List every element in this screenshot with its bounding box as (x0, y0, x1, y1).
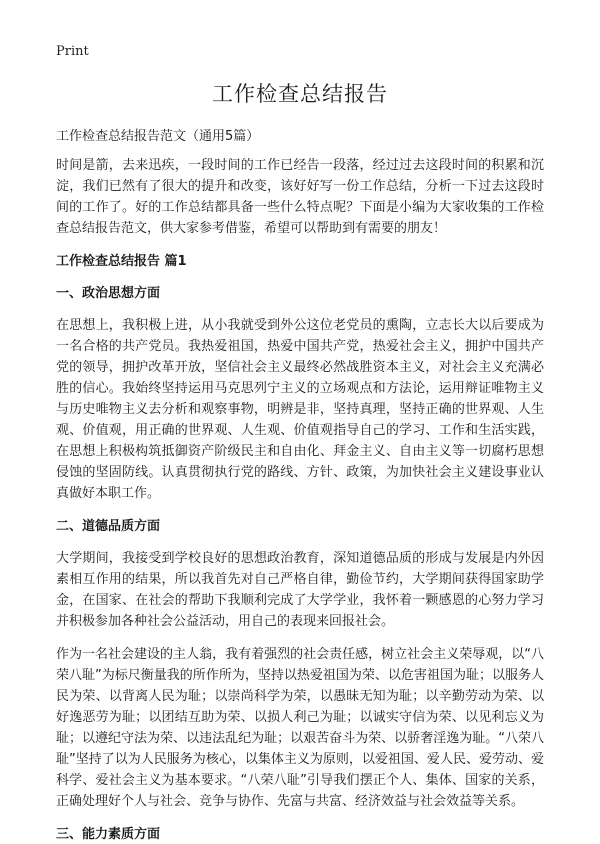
document-subtitle: 工作检查总结报告范文（通用5篇） (56, 129, 260, 144)
print-link[interactable]: Print (56, 44, 89, 59)
intro-paragraph: 时间是箭，去来迅疾，一段时间的工作已经告一段落，经过过去这段时间的积累和沉淀，我们已然有了很大的提升和改变，该好好写一份工作总结，分析一下过去这段时间的工作了。好的工作总结都具备一些什么特点呢？下面是小编为大家收集的工作检查总结报告范文，供大家参考借鉴，希望可以帮助到有需要的朋友！ (56, 158, 544, 236)
section-heading-morality: 二、道德品质方面 (56, 519, 161, 534)
section-paragraph: 在思想上，我积极上进，从小我就受到外公这位老党员的熏陶，立志长大以后要成为一名合格的共产党员。我热爱祖国，热爱中国共产党，热爱社会主义，拥护中国共产党的领导，拥护改革开放，坚信社会主义最终必然战胜资本主义，对社会主义充满必胜的信心。我始终坚持运用马克思列宁主义的立场观点和方法论，运用辩证唯物主义与历史唯物主义去分析和观察事物，明辨是非，坚持真理，坚持正确的世界观、人生观、价值观，用正确的世界观、人生观、价值观指导自己的学习、工作和生活实践，在思想上积极构筑抵御资产阶级民主和自由化、拜金主义、自由主义等一切腐朽思想侵蚀的坚固防线。认真贯彻执行党的路线、方针、政策，为加快社会主义建设事业认真做好本职工作。 (56, 318, 544, 501)
section-paragraph: 大学期间，我接受到学校良好的思想政治教育，深知道德品质的形成与发展是内外因素相互作用的结果，所以我首先对自己严格自律，勤俭节约，大学期间获得国家助学金，在国家、在社会的帮助下我顺利完成了大学学业，我怀着一颗感恩的心努力学习并积极参加各种社会公益活动，用自己的表现来回报社会。 (56, 551, 544, 629)
document-title: 工作检查总结报告 (212, 82, 388, 106)
section-paragraph: 作为一名社会建设的主人翁，我有着强烈的社会责任感，树立社会主义荣辱观，以“八荣八耻”为标尺衡量我的所作所为，坚持以热爱祖国为荣、以危害祖国为耻；以服务人民为荣、以背离人民为耻；以崇尚科学为荣，以愚昧无知为耻；以辛勤劳动为荣、以好逸恶劳为耻；以团结互助为荣、以损人利己为耻；以诚实守信为荣、以见利忘义为耻；以遵纪守法为荣、以违法乱纪为耻；以艰苦奋斗为荣、以骄奢淫逸为耻。“八荣八耻”坚持了以为人民服务为核心，以集体主义为原则，以爱祖国、爱人民、爱劳动、爱科学、爱社会主义为基本要求。“八荣八耻”引导我们摆正个人、集体、国家的关系，正确处理好个人与社会、竞争与协作、先富与共富、经济效益与社会效益等关系。 (56, 647, 544, 809)
section-heading-politics: 一、政治思想方面 (56, 286, 161, 301)
part-heading: 工作检查总结报告 篇1 (56, 254, 187, 269)
section-heading-ability: 三、能力素质方面 (56, 827, 161, 842)
